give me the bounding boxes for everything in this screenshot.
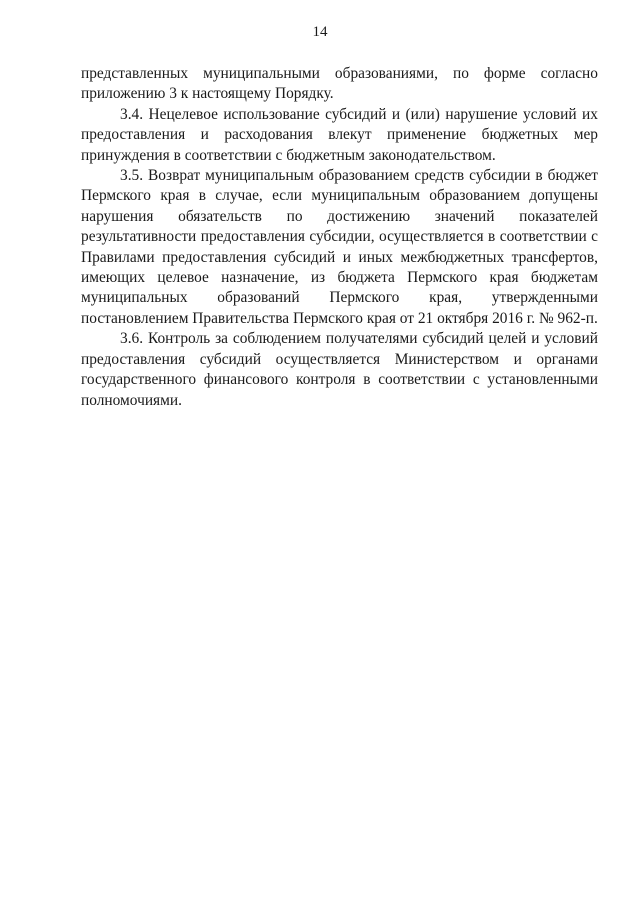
paragraph-3-5: 3.5. Возврат муниципальным образованием средств субсидии в бюджет Пермского края в случае, если муниципальным образованием допущены нарушения обязательств по достижению значений показателей результативности предоставления субсидии, осуществляется в соответствии с Правилами предоставления субсидий и иных межбюджетных трансфертов, имеющих целевое назначение, из бюджета Пермского края бюджетам муниципальных образований Пермского края, утвержденными постановлением Правительства Пермского края от 21 октября 2016 г. № 962-п. — [81, 167, 598, 327]
page-number: 14 — [312, 24, 328, 40]
paragraph-3-4: 3.4. Нецелевое использование субсидий и (или) нарушение условий их предоставления и расходования влекут применение бюджетных мер принуждения в соответствии с бюджетным законодательством. — [81, 105, 598, 164]
paragraph-continuation: представленных муниципальными образованиями, по форме согласно приложению 3 к настоящему Порядку. — [81, 65, 598, 103]
document-body — [81, 64, 598, 411]
paragraph-3-6: 3.6. Контроль за соблюдением получателями субсидий целей и условий предоставления субсидий осуществляется Министерством и органами государственного финансового контроля в соответствии с установленными полномочиями. — [81, 330, 598, 409]
